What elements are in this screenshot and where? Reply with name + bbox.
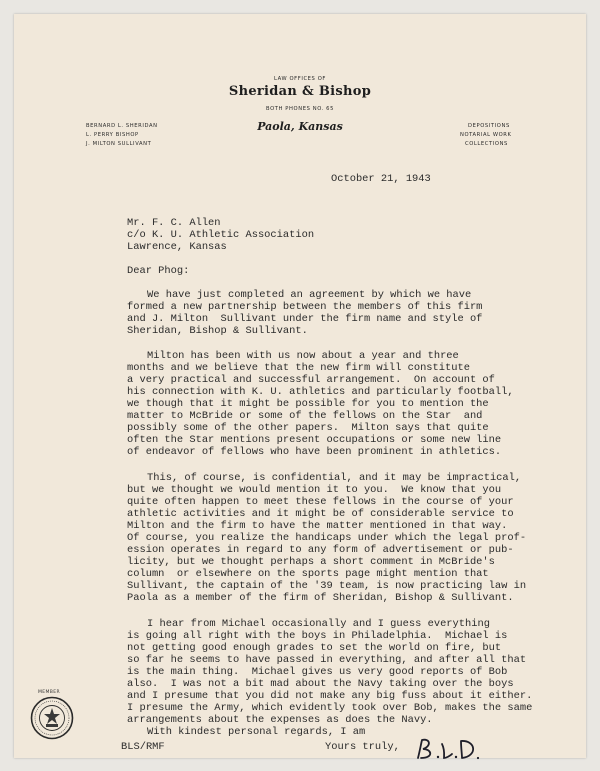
body-line: is going all right with the boys in Philadelphia. Michael is: [127, 630, 508, 642]
body-line: arrangements about the expenses as does the Navy.: [127, 714, 433, 726]
body-line: Sheridan, Bishop & Sullivant.: [127, 325, 308, 337]
city-line: Paola, Kansas: [257, 120, 343, 133]
body-line: Milton has been with us now about a year and three: [147, 350, 459, 362]
body-line: possibly some of the other papers. Milton says that quite: [127, 422, 489, 434]
body-line: athletic activities and it might be of considerable service to: [127, 508, 514, 520]
body-line: we though that it might be possible for you to mention the: [127, 398, 489, 410]
body-line: Of course, you realize the handicaps under which the legal prof-: [127, 532, 527, 544]
body-line: quite often happen to meet these fellows in the course of your: [127, 496, 514, 508]
service-item: COLLECTIONS: [465, 141, 508, 147]
partner-name: BERNARD L. SHERIDAN: [86, 123, 158, 129]
partner-name: J. MILTON SULLIVANT: [86, 141, 152, 147]
body-line: also. I was not a bit mad about the Navy taking over the boys: [127, 678, 514, 690]
letterhead-top-line: LAW OFFICES OF: [274, 76, 326, 82]
body-line: and J. Milton Sullivant under the firm name and style of: [127, 313, 483, 325]
body-line: his connection with K. U. athletics and particularly football,: [127, 386, 514, 398]
typist-initials: BLS/RMF: [121, 741, 165, 753]
letter-sheet: [14, 14, 586, 758]
recipient-line: Lawrence, Kansas: [127, 241, 227, 253]
valediction: Yours truly,: [325, 741, 400, 753]
body-line: formed a new partnership between the members of this firm: [127, 301, 483, 313]
body-line: often the Star mentions present occupations or some new line: [127, 434, 502, 446]
body-line: Milton and the firm to have the matter mentioned in that way.: [127, 520, 508, 532]
body-line: and I presume that you did not make any big fuss about it either.: [127, 690, 533, 702]
recipient-line: Mr. F. C. Allen: [127, 217, 221, 229]
association-seal-icon: [30, 696, 74, 740]
body-line: matter to McBride or some of the fellows on the Star and: [127, 410, 483, 422]
body-line: This, of course, is confidential, and it may be impractical,: [147, 472, 522, 484]
body-line: a very practical and successful arrangement. On account of: [127, 374, 495, 386]
partner-name: L. PERRY BISHOP: [86, 132, 139, 138]
body-line: licity, but we thought perhaps a short comment in McBride's: [127, 556, 495, 568]
phones-line: BOTH PHONES NO. 65: [266, 106, 334, 112]
body-line: but we thought we would mention it to you. We know that you: [127, 484, 502, 496]
body-line: We have just completed an agreement by which we have: [147, 289, 472, 301]
body-line: of endeavor of fellows who have been prominent in athletics.: [127, 446, 502, 458]
body-line: ession operates in regard to any form of advertisement or pub-: [127, 544, 514, 556]
firm-name: Sheridan & Bishop: [228, 84, 372, 99]
body-line: not getting good enough grades to set the world on fire, but: [127, 642, 502, 654]
body-line: so far he seems to have passed in everything, and after all that: [127, 654, 527, 666]
body-line: I presume the Army, which evidently took over Bob, makes the same: [127, 702, 533, 714]
closing-regards: With kindest personal regards, I am: [147, 726, 366, 738]
recipient-line: c/o K. U. Athletic Association: [127, 229, 315, 241]
service-item: NOTARIAL WORK: [460, 132, 512, 138]
letter-date: October 21, 1943: [331, 173, 431, 185]
signature-mark: [412, 736, 482, 764]
salutation: Dear Phog:: [127, 265, 190, 277]
service-item: DEPOSITIONS: [468, 123, 510, 129]
body-line: I hear from Michael occasionally and I guess everything: [147, 618, 490, 630]
body-line: is the main thing. Michael gives us very good reports of Bob: [127, 666, 508, 678]
seal-caption: MEMBER: [38, 690, 61, 695]
body-line: Sullivant, the captain of the '39 team, is now practicing law in: [127, 580, 527, 592]
body-line: Paola as a member of the firm of Sheridan, Bishop & Sullivant.: [127, 592, 514, 604]
body-line: months and we believe that the new firm will constitute: [127, 362, 470, 374]
body-line: column or elsewhere on the sports page might mention that: [127, 568, 489, 580]
